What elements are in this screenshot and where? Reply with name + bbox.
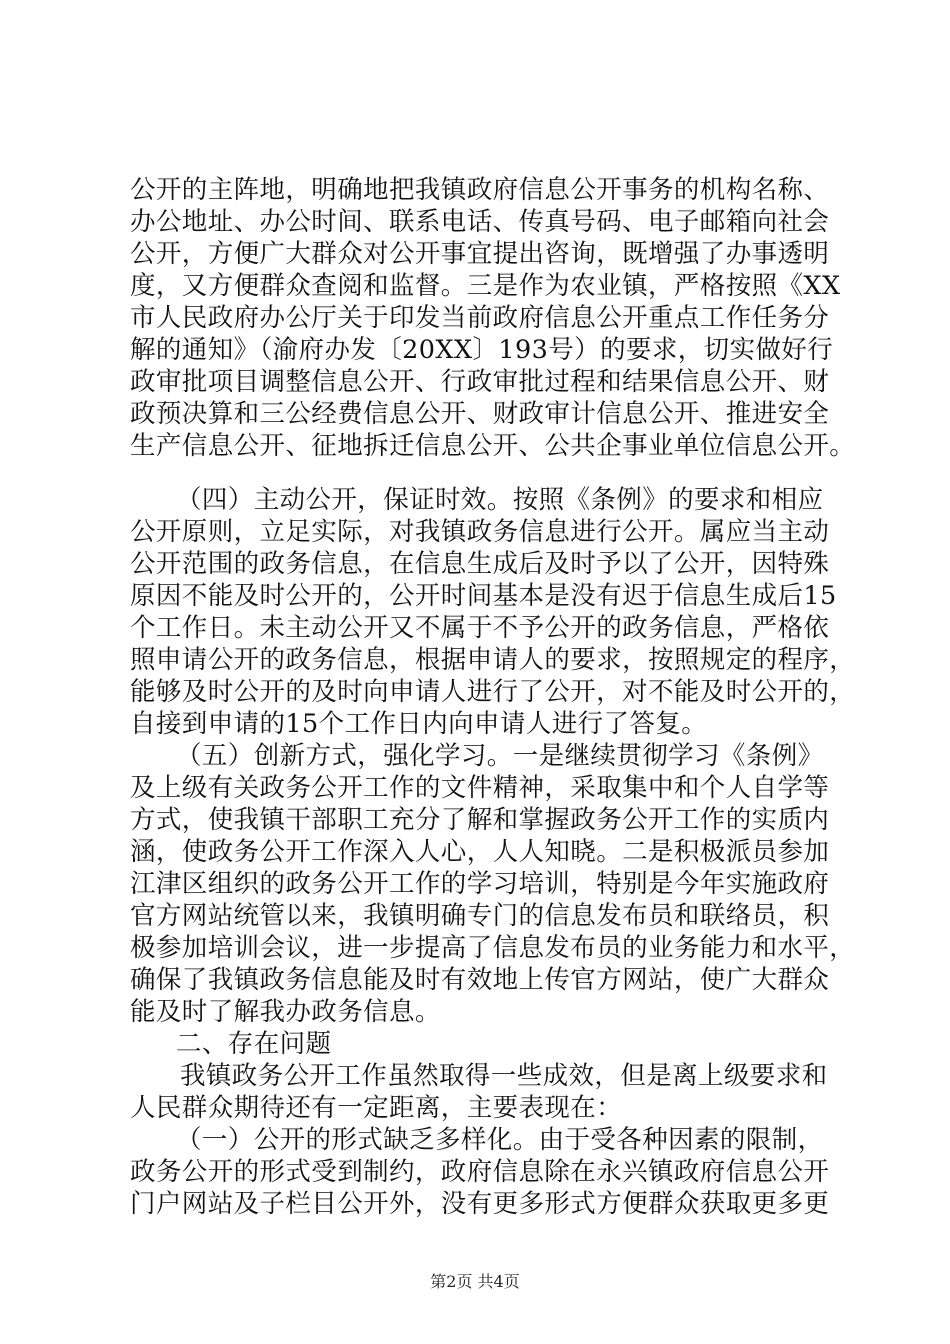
body-line: 能够及时公开的及时向申请人进行了公开，对不能及时公开的，: [130, 677, 856, 707]
body-line: 度，又方便群众查阅和监督。三是作为农业镇，严格按照《XX: [130, 271, 841, 301]
paragraph-first-line: 我镇政务公开工作虽然取得一些成效，但是离上级要求和: [180, 1061, 828, 1091]
body-line: 门户网站及子栏目公开外，没有更多形式方便群众获取更多更: [130, 1189, 830, 1219]
body-line: 公开的主阵地，明确地把我镇政府信息公开事务的机构名称、: [130, 175, 830, 205]
body-line: 公开范围的政务信息，在信息生成后及时予以了公开，因特殊: [130, 549, 830, 579]
body-line: 人民群众期待还有一定距离，主要表现在：: [130, 1093, 623, 1123]
body-line: 原因不能及时公开的，公开时间基本是没有迟于信息生成后15: [130, 581, 837, 611]
body-line: 个工作日。未主动公开又不属于不予公开的政务信息，严格依: [130, 613, 830, 643]
body-line: 方式，使我镇干部职工充分了解和掌握政务公开工作的实质内: [130, 805, 830, 835]
section-heading: 二、存在问题: [176, 1029, 332, 1059]
body-line: 确保了我镇政务信息能及时有效地上传官方网站，使广大群众: [130, 965, 830, 995]
body-line: 公开，方便广大群众对公开事宜提出咨询，既增强了办事透明: [130, 239, 830, 269]
body-line: 生产信息公开、征地拆迁信息公开、公共企事业单位信息公开。: [130, 431, 856, 461]
body-line: 办公地址、办公时间、联系电话、传真号码、电子邮箱向社会: [130, 207, 830, 237]
page-footer: 第2页 共4页: [430, 1272, 520, 1291]
body-line: 政预决算和三公经费信息公开、财政审计信息公开、推进安全: [130, 399, 830, 429]
body-line: 公开原则，立足实际，对我镇政务信息进行公开。属应当主动: [130, 517, 830, 547]
paragraph-heading-line: （四）主动公开，保证时效。按照《条例》的要求和相应: [176, 485, 824, 515]
body-line: 解的通知》（渝府办发〔20XX〕193号）的要求，切实做好行: [130, 335, 834, 365]
body-line: 政审批项目调整信息公开、行政审批过程和结果信息公开、财: [130, 367, 830, 397]
body-line: 及上级有关政务公开工作的文件精神，采取集中和个人自学等: [130, 773, 830, 803]
body-line: 能及时了解我办政务信息。: [130, 997, 441, 1027]
body-line: 市人民政府办公厅关于印发当前政府信息公开重点工作任务分: [130, 303, 830, 333]
paragraph-heading-line: （五）创新方式，强化学习。一是继续贯彻学习《条例》: [176, 741, 824, 771]
body-line: 涵，使政务公开工作深入人心，人人知晓。二是积极派员参加: [130, 837, 830, 867]
body-line: 自接到申请的15个工作日内向申请人进行了答复。: [130, 709, 708, 739]
body-line: 官方网站统管以来，我镇明确专门的信息发布员和联络员，积: [130, 901, 830, 931]
body-line: 照申请公开的政务信息，根据申请人的要求，按照规定的程序，: [130, 645, 856, 675]
paragraph-heading-line: （一）公开的形式缺乏多样化。由于受各种因素的限制，: [176, 1125, 824, 1155]
body-line: 江津区组织的政务公开工作的学习培训，特别是今年实施政府: [130, 869, 830, 899]
body-line: 极参加培训会议，进一步提高了信息发布员的业务能力和水平，: [130, 933, 856, 963]
body-line: 政务公开的形式受到制约，政府信息除在永兴镇政府信息公开: [130, 1157, 830, 1187]
